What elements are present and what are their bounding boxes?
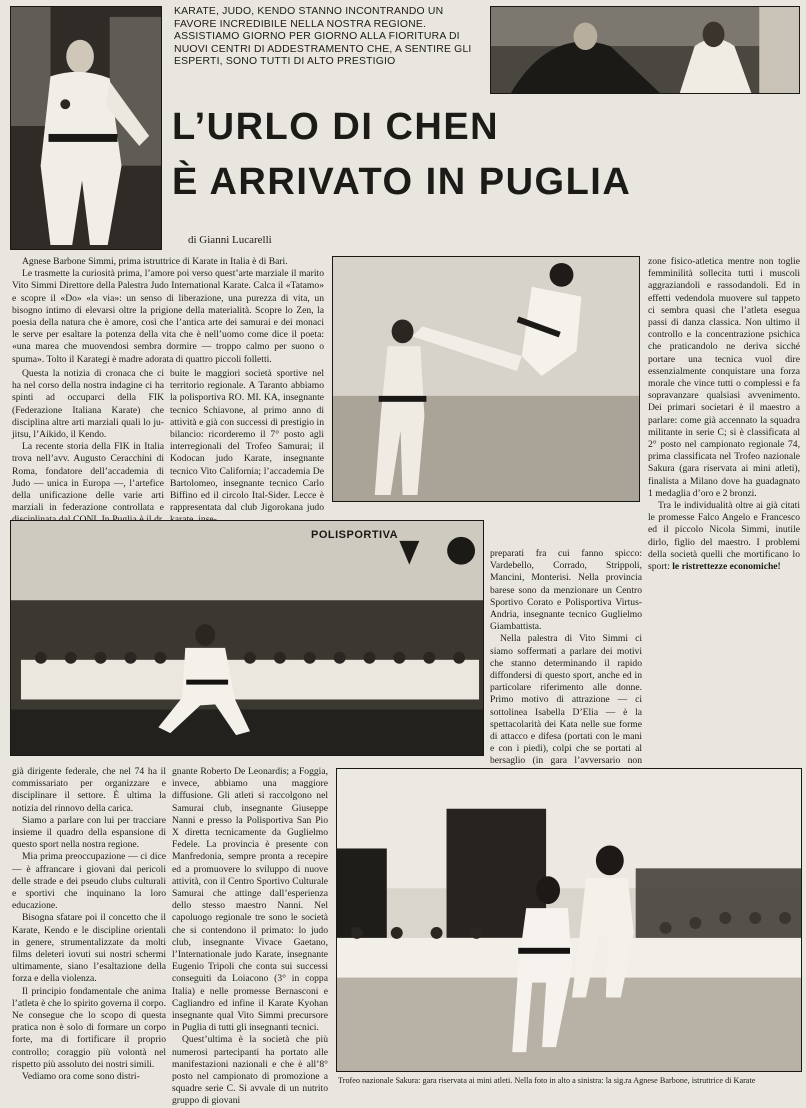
column-paragraph: già dirigente federale, che nel 74 ha il commissariato per organizzare e disciplinare il settore. È ultima la notizia del rinnovo della carica.	[12, 766, 166, 814]
column-paragraph: La recente storia della FIK in Italia trova nell’avv. Augusto Ceracchini di Roma, fondatore dell’accademia di Judo — unica in Europa —, l’artefice della unificazione delle varie arti marziali in federazione controllata e	[12, 441, 164, 514]
column-paragraph: Nella palestra di Vito Simmi ci siamo soffermati a parlare dei motivi che stanno determinando il rapido diffondersi di questo sport, anche ed in particolare riferimento alle donne. Primo motivo di attrazione — ci sottolinea Isabella D’Elia — è la spettacolarità dei Kata nelle sue forme di attacco e difesa (portati con le mani e con i piedi), colpi che se portati al bersaglio (in gara l’avversario non	[490, 633, 642, 767]
article-column-1	[12, 368, 164, 512]
column-bold-text: le ristrettezze economiche!	[672, 561, 781, 573]
column-paragraph: buite le maggiori società sportive nel territorio regionale. A Taranto abbiamo la polisportiva RO. MI. KA, insegnante tecnico Schiavone, al primo anno di attività e già con successi di prestigio in bilancio: ricorderemo il 7° posto agli interregionali del Trofeo Samurai; il Kodocan judo Karate, insegnante tecnico Vito California; l’accademia De Bartolomeo, insegnante tecnico Carlo Biffino ed il circolo Ital-Sider. Lecce è rappresentata dal club Jigorokana judo	[170, 368, 324, 514]
column-paragraph: Bisogna sfatare poi il concetto che il Karate, Kendo e le discipline orientali in genere, strumentalizzate da molti films deleteri iovuti sui nostri schermi ultimamente, siano l’esaltazione della forza e della violenza.	[12, 912, 166, 985]
headline-line-1: L’URLO DI CHEN	[172, 106, 500, 148]
photo-sakura-trophy	[336, 768, 802, 1072]
photo-instructor	[10, 6, 162, 250]
intro-paragraph: Agnese Barbone Simmi, prima istruttrice di Karate in Italia è di Bari.	[22, 256, 288, 267]
photo-flying-kick	[332, 256, 640, 502]
article-column-mid	[490, 548, 642, 767]
column-paragraph: Siamo a parlare con lui per tracciare insieme il quadro della espansione di questo sport nella nostra regione.	[12, 814, 166, 851]
column-paragraph: Quest’ultima è la società che più numerosi partecipanti ha portato alle manifestazioni nazionali e che è all’8° posto nel campionato di promozione a squadre serie C. Si avvale di un nutrito gruppo di giovani	[172, 1034, 328, 1107]
intro-paragraph: Le trasmette la curiosità prima, l’amore poi verso quest’arte marziale il marito Vito Simmi Direttore della Palestra Judo International Karate. Calca il «Tatamo» e scopre il «Do» «la via»: un senso di liberazione, una purezza di vita, un bisogno intimo di elevarsi oltre la prigione della materialità. Scopre lo Zen, la poesia della natura che è amore, così che l’antica arte dei samurai e dei monaci le serve per esaltare la potenza della vita che è nell’uomo come dice il poeta: «una marea che muovendosi sembra dormire — troppo calmo per suono o spuma». Tolto il Karategi è madre adorata di quattro piccoli folletti.	[12, 268, 324, 365]
column-text: Tra le individualità oltre ai già citati le promesse Falco Angelo e Francesco ed il piccolo Nicola Simmi, inutile dirlo, figlio del maestro. I problemi della società quelli che mortificano lo sport:	[648, 500, 800, 573]
column-paragraph: Vediamo ora come sono distri-	[22, 1071, 140, 1083]
column-paragraph: Questa la notizia di cronaca che ci ha nel corso della nostra indagine ci ha spinti ad occuparci della FIK (Federazione Italiana Karate) che disciplina altre arti marziali quali lo ju-jitsu, l’Aikido, il Kendo.	[12, 368, 164, 441]
article-bottom-column-2	[172, 766, 328, 1107]
column-paragraph: preparati fra cui fanno spicco: Vardebello, Corrado, Strippoli, Mancini, Monterisi. Nella provincia barese sono da menzionare un Centro Sportivo Corato e Polisportiva Virtus-Andria, insegnante tecnico Guglielmo Giambattista.	[490, 548, 642, 633]
photo-caption: Trofeo nazionale Sakura: gara riservata ai mini atleti. Nella foto in alto a sinistra: la sig.ra Agnese Barbone, istruttrice di Karate	[338, 1076, 756, 1085]
headline-line-2: È ARRIVATO IN PUGLIA	[172, 161, 632, 203]
column-paragraph: Mia prima preoccupazione — ci dice — è affrancare i giovani dai pericoli delle strade e dei pseudo clubs culturali e sportivi che inquinano la loro educazione.	[12, 851, 166, 912]
column-paragraph: zone fisico-atletica mentre non toglie femminilità sollecita tutti i muscoli aggraziandoli e rassodandoli. Ed in effetti vedendola muovere sul tappeto ci sembra quasi che l’atleta esegua passi di danza classica. Non ultimo il controllo e la concentrazione psichica che praticandolo ne deriva sicché portare una tecnica vuol dire essenzialmente conquistare una forza morale che vince tutti o complessi e fa sopravanzare qualsiasi avvenimento. Dei primari societari è il maestro a parlare: come già accennato la squadra militante in serie C; si è classificata al 2° posto nel campionato regionale 74, prima classificata nel Trofeo nazionale Sakura (gara riservata ai mini atleti), finalista a Milano dove ha guadagnato 1 medaglia d’oro e 2 bronzi.	[648, 256, 800, 499]
column-paragraph	[648, 500, 800, 573]
column-paragraph: gnante Roberto De Leonardis; a Foggia, invece, abbiamo una maggiore diffusione. Gli atleti si raccolgono nel Samurai club, insegnante Giuseppe Nanni e presso la Polisportiva San Pio X diretta tecnicamente da Guglielmo Fedele. La provincia è presente con Manfredonia, sempre pronta a recepire ed a promuovere lo sviluppo di nuove attività, con il Centro Sportivo Culturale Samurai che attinge dall’esperienza dello stesso maestro Nanni. Nel capoluogo regionale tre sono le società che si contendono il primato: lo judo club, insegnante Vivace Gaetano, l’Internationale judo Karate, insegnante Eugenio Tripoli che conta sui successi conseguiti da Loiacono (3° in coppa Italia) e nelle promesse Bernasconi e Cagliandro ed infine il Karate Kyohan insegnante qual Vito Simmi precursore in Puglia di tutti gli insegnanti tecnici.	[172, 766, 328, 1034]
photo-dojo-practice	[490, 6, 800, 94]
photo-dojo-demonstration	[10, 520, 484, 756]
article-kicker: KARATE, JUDO, KENDO STANNO INCONTRANDO UN FAVORE INCREDIBILE NELLA NOSTRA REGIONE. ASSISTIAMO GIORNO PER GIORNO ALLA FIORITURA DI NUOVI CENTRI DI ADDESTRAMENTO CHE, A SENTIRE GLI ESPERTI, SONO TUTTI DI ALTO PRESTIGIO	[174, 6, 472, 68]
article-column-3	[648, 256, 800, 573]
column-paragraph: Il principio fondamentale che anima l’atleta è che lo spirito governa il corpo. Ne consegue che lo scopo di questa pratica non è solo di formare un corpo forte, ma di fortificare il proprio controllo; coraggio più volontà nel rispetto più assoluto dei nostri simili.	[12, 985, 166, 1070]
byline: di Gianni Lucarelli	[188, 234, 272, 246]
article-column-2	[170, 368, 324, 512]
banner-sign: POLISPORTIVA	[311, 529, 399, 541]
article-intro	[12, 256, 324, 366]
article-bottom-column-1	[12, 766, 166, 1088]
